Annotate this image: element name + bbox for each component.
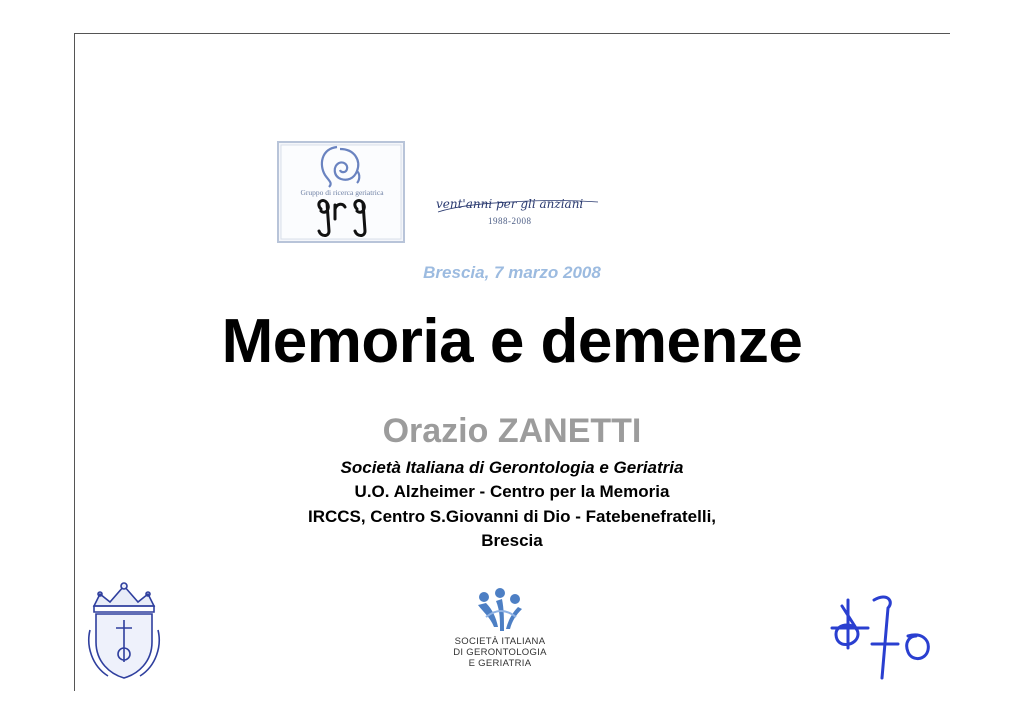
top-border-line xyxy=(74,33,950,34)
affiliation-unit: U.O. Alzheimer - Centro per la Memoria xyxy=(354,482,670,501)
sigg-logo xyxy=(470,587,530,633)
sigg-line-3: E GERIATRIA xyxy=(468,658,532,669)
sigg-line-1: SOCIETÀ ITALIANA xyxy=(454,636,546,647)
slide-date: Brescia, 7 marzo 2008 xyxy=(423,263,601,282)
sigg-text xyxy=(430,636,570,669)
affiliation-society: Società Italiana di Gerontologia e Geriatria xyxy=(340,458,684,477)
slide-title: Memoria e demenze xyxy=(221,307,803,376)
crest-logo xyxy=(86,580,162,682)
slide-author: Orazio ZANETTI xyxy=(382,412,642,450)
affiliation-city: Brescia xyxy=(481,531,543,550)
motto-years: 1988-2008 xyxy=(488,216,532,226)
affiliation-institute: IRCCS, Centro S.Giovanni di Dio - Fatebenefratelli, xyxy=(307,507,717,526)
motto-text: vent'anni per gli anziani xyxy=(436,197,584,211)
fbf-monogram-logo xyxy=(828,588,938,684)
sigg-line-2: DI GERONTOLOGIA xyxy=(453,647,547,658)
grg-logo-caption: Gruppo di ricerca geriatrica xyxy=(300,188,384,197)
